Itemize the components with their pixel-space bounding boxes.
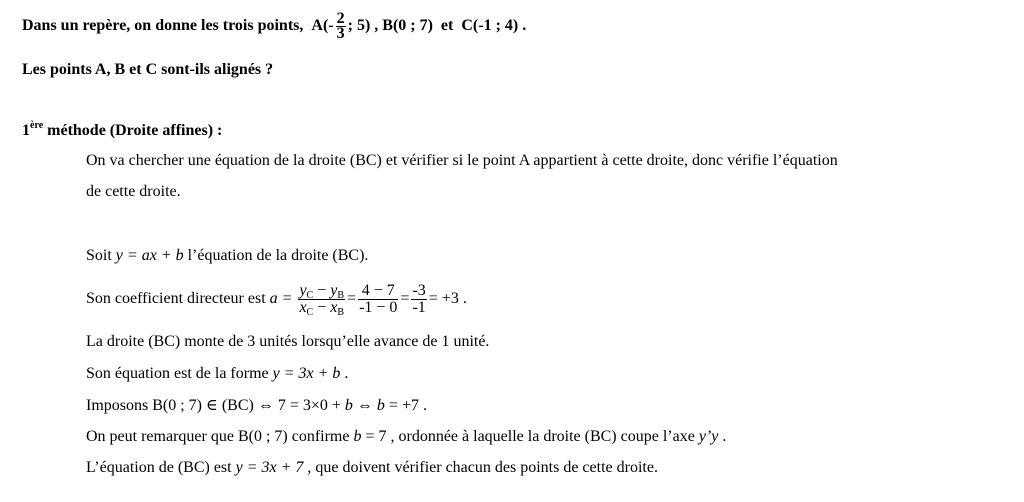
coef-prefix: Son coefficient directeur est	[86, 290, 270, 307]
method-number: 1	[22, 122, 30, 139]
forme-prefix: Son équation est de la forme	[86, 365, 273, 382]
forme-suffix: .	[340, 365, 349, 382]
equation-suffix: , que doivent vérifier chacun des points de cette droite.	[303, 459, 658, 476]
coef-fraction-2: $\frac{4 - 7}{-1 - 0}$	[359, 281, 398, 316]
point-a-fraction: $\frac{2}{3}$	[336, 10, 345, 42]
intro-line	[22, 12, 526, 41]
remarque-suffix: .	[718, 428, 727, 445]
equation-line	[86, 458, 658, 478]
equation-eq: y = 3x + 7	[235, 459, 304, 476]
point-c: C(-1 ; 4) .	[461, 17, 527, 35]
method-heading	[22, 121, 222, 141]
coef-fraction-1: $\frac{y_C - y_B}{x_C - x_B}$	[299, 281, 345, 318]
coef-result: = +3 .	[428, 290, 467, 307]
imposons-mid: ⇔	[352, 397, 377, 414]
point-a-prefix: A(-	[311, 17, 334, 35]
equation-prefix: L’équation de (BC) est	[86, 459, 236, 476]
paragraph-line-2: de cette droite.	[86, 183, 181, 200]
soit-prefix: Soit	[86, 247, 116, 264]
coef-fraction-3: $\frac{-3}{-1}$	[412, 281, 426, 316]
soit-line	[86, 246, 368, 266]
remarque-b: b	[353, 428, 362, 445]
paragraph-line-1: On va chercher une équation de la droite (BC) et vérifier si le point A appartient à cette droite, donc vérifie l’équation	[86, 152, 838, 169]
method-superscript: ère	[30, 120, 44, 131]
remarque-mid: = 7 , ordonnée à laquelle la droite (BC) coupe l’axe	[361, 428, 699, 445]
soit-suffix: l’équation de la droite (BC).	[187, 247, 369, 264]
imposons-b1: b	[344, 397, 353, 414]
imposons-suffix: = +7 .	[384, 397, 427, 414]
forme-equation: y = 3x + b	[272, 365, 341, 382]
intro-text: Dans un repère, on donne les trois points,	[22, 17, 304, 35]
method-title: méthode (Droite affines) :	[47, 122, 223, 139]
coef-eq-1: =	[347, 290, 357, 307]
remarque-prefix: On peut remarquer que B(0 ; 7) confirme	[86, 428, 354, 445]
coef-eq-2: =	[400, 290, 410, 307]
monte-line: La droite (BC) monte de 3 unités lorsqu’elle avance de 1 unité.	[86, 333, 490, 350]
imposons-b2: b	[376, 397, 385, 414]
question: Les points A, B et C sont-ils alignés ?	[22, 61, 274, 78]
imposons-line	[86, 396, 427, 416]
coef-a-eq: a =	[269, 290, 293, 307]
soit-equation: y = ax + b	[115, 247, 184, 264]
imposons-prefix: Imposons B(0 ; 7) ∈ (BC) ⇔ 7 = 3×0 +	[86, 397, 345, 414]
point-b: B(0 ; 7)	[382, 17, 433, 35]
et-word: et	[440, 17, 454, 35]
remarque-axis: y’y	[698, 428, 719, 445]
forme-line	[86, 364, 348, 384]
point-a-suffix: ; 5) ,	[347, 17, 379, 35]
coefficient-line	[86, 279, 467, 319]
remarque-line	[86, 427, 726, 447]
